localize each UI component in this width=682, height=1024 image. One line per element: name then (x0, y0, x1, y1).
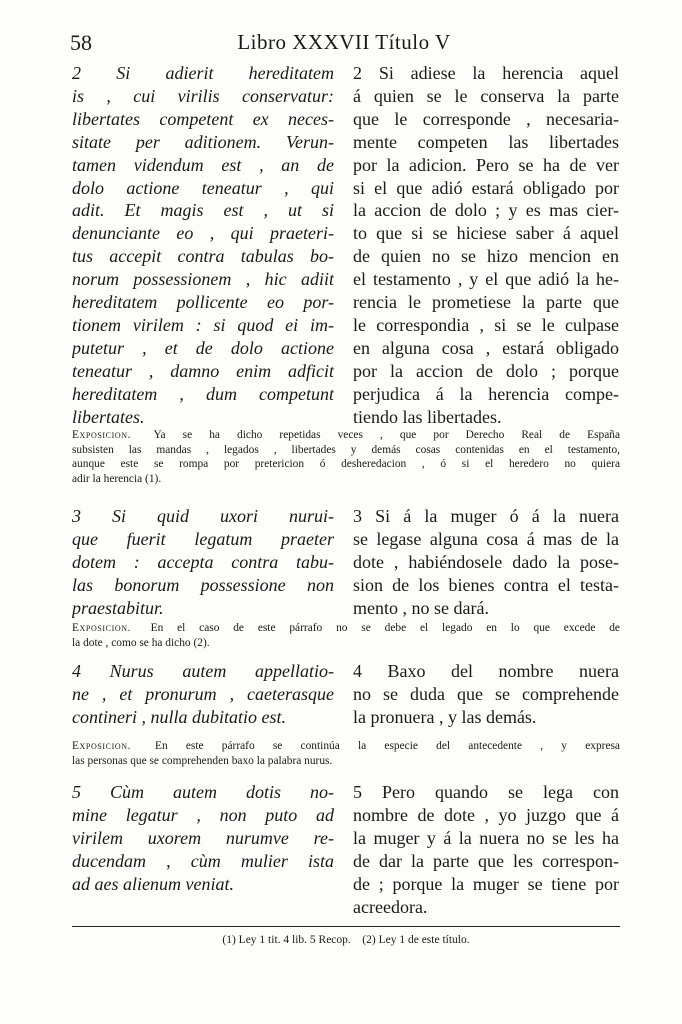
footnote-rule (72, 926, 620, 927)
text-line: dote , habiéndosele dado la pose- (353, 551, 619, 572)
text-line: teneatur , damno enim adficit (72, 360, 334, 381)
text-line: ad aes alienum veniat. (72, 873, 234, 894)
text-line: de dar la parte que les correspon- (353, 850, 619, 871)
text-line: que le corresponde , necesaria- (353, 108, 619, 129)
text-line: la accion de dolo ; y es mas cier- (353, 200, 619, 221)
text-line: 3 Si á la muger ó á la nuera (353, 506, 619, 526)
note-line: las personas que se comprehenden baxo la palabra nurus. (72, 754, 333, 767)
latin-column (72, 781, 334, 896)
note-label: Exposicion. (72, 429, 132, 441)
text-line: mente competen las libertades (353, 131, 619, 152)
text-line: si el que adió estará obligado por (353, 177, 619, 198)
text-line: en alguna cosa , estará obligado (353, 337, 619, 358)
text-line: tamen videndum est , an de (72, 154, 334, 175)
note-line: la dote , como se ha dicho (2). (72, 636, 210, 649)
text-line: putetur , et de dolo actione (72, 337, 334, 358)
text-line: mine legatur , non puto ad (72, 804, 334, 825)
note-first-line (72, 621, 620, 636)
spanish-column (353, 505, 619, 620)
note-label: Exposicion. (72, 622, 132, 634)
note-text: En el caso de este párrafo no se debe el legado en lo que excede de (150, 622, 620, 634)
text-line: ducendam , cùm mulier ista (72, 850, 334, 871)
text-line: tionem virilem : si quod ei im- (72, 314, 334, 335)
text-line: por la adicion. Pero se ha de ver (353, 154, 619, 175)
text-line: virilem uxorem nurumve re- (72, 827, 334, 848)
latin-column (72, 62, 334, 429)
text-line: norum possessionem , hic adiit (72, 269, 334, 290)
text-line: á quien se le conserva la parte (353, 85, 619, 106)
text-line: 4 Nurus autem appellatio- (72, 661, 334, 681)
note-line: aunque este se rompa por pretericion ó desheredacion , ó si el heredero no quiera (72, 458, 620, 470)
text-line: 2 Si adierit hereditatem (72, 63, 334, 83)
exposicion-note-1 (72, 428, 620, 486)
text-line: las bonorum possessione non (72, 574, 334, 595)
text-line: sion de los bienes contra el testa- (353, 574, 619, 595)
spanish-column (353, 62, 619, 429)
text-line: de ; porque la muger se tiene por (353, 873, 619, 894)
exposicion-note-3 (72, 739, 620, 768)
text-line: is , cui virilis conservatur: (72, 85, 334, 106)
latin-column (72, 505, 334, 620)
text-line: dolo actione teneatur , qui (72, 177, 334, 198)
text-line: el testamento , y el que adió la he- (353, 269, 619, 290)
page-number: 58 (70, 30, 92, 55)
footnote-2: (2) Ley 1 de este título. (362, 934, 470, 946)
text-line: que fuerit legatum praeter (72, 528, 334, 549)
footnote-1: (1) Ley 1 tit. 4 lib. 5 Recop. (222, 934, 351, 946)
text-line: no se duda que se comprehende (353, 683, 619, 704)
text-line: to que si se hiciese saber á aquel (353, 223, 619, 244)
text-line: libertates. (72, 406, 145, 427)
text-line: 5 Cùm autem dotis no- (72, 782, 334, 802)
spanish-column (353, 660, 619, 729)
text-line: hereditatem , dum competunt (72, 383, 334, 404)
text-line: 4 Baxo del nombre nuera (353, 661, 619, 681)
text-line: sitate per aditionem. Verun- (72, 131, 334, 152)
text-line: le correspondia , si se le culpase (353, 314, 619, 335)
exposicion-note-2 (72, 621, 620, 650)
note-first-line (72, 739, 620, 754)
text-line: de quien no se hizo mencion en (353, 246, 619, 267)
text-line: libertates competent ex neces- (72, 108, 334, 129)
footnotes (72, 934, 620, 946)
text-line: nombre de dote , yo juzgo que á (353, 804, 619, 825)
text-line: denunciante eo , qui praeteri- (72, 223, 334, 244)
text-line: mento , no se dará. (353, 597, 489, 618)
note-line: adir la herencia (1). (72, 472, 162, 485)
note-line: subsisten las mandas , legados , libertades y demás cosas contenidas en el testamento, (72, 443, 620, 456)
note-label: Exposicion. (72, 740, 132, 752)
spanish-column (353, 781, 619, 918)
text-line: perjudica á la herencia compe- (353, 383, 619, 404)
running-title: Libro XXXVII Título V (237, 30, 451, 54)
text-line: praestabitur. (72, 597, 164, 618)
note-text: Ya se ha dicho repetidas veces , que por Derecho Real de España (153, 429, 620, 441)
text-line: tus accepit contra tabulas bo- (72, 246, 334, 267)
text-line: 3 Si quid uxori nurui- (72, 506, 334, 526)
text-line: la muger y á la nuera no se les ha (353, 827, 619, 848)
note-first-line (72, 428, 620, 443)
text-line: 2 Si adiese la herencia aquel (353, 63, 619, 83)
page-header (70, 30, 618, 58)
text-line: hereditatem pollicente eo por- (72, 292, 334, 313)
text-line: por la accion de dolo ; porque (353, 360, 619, 381)
text-line: 5 Pero quando se lega con (353, 782, 619, 802)
text-line: se legase alguna cosa á mas de la (353, 528, 619, 549)
text-line: ne , et pronurum , caeterasque (72, 683, 334, 704)
text-line: tiendo las libertades. (353, 406, 502, 427)
latin-column (72, 660, 334, 729)
note-text: En este párrafo se continúa la especie del antecedente , y expresa (154, 740, 620, 752)
text-line: la pronuera , y las demás. (353, 706, 537, 727)
text-line: rencia le prometiese la parte que (353, 292, 619, 313)
text-line: acreedora. (353, 896, 428, 917)
text-line: dotem : accepta contra tabu- (72, 551, 334, 572)
text-line: adit. Et magis est , ut si (72, 200, 334, 221)
text-line: contineri , nulla dubitatio est. (72, 706, 286, 727)
